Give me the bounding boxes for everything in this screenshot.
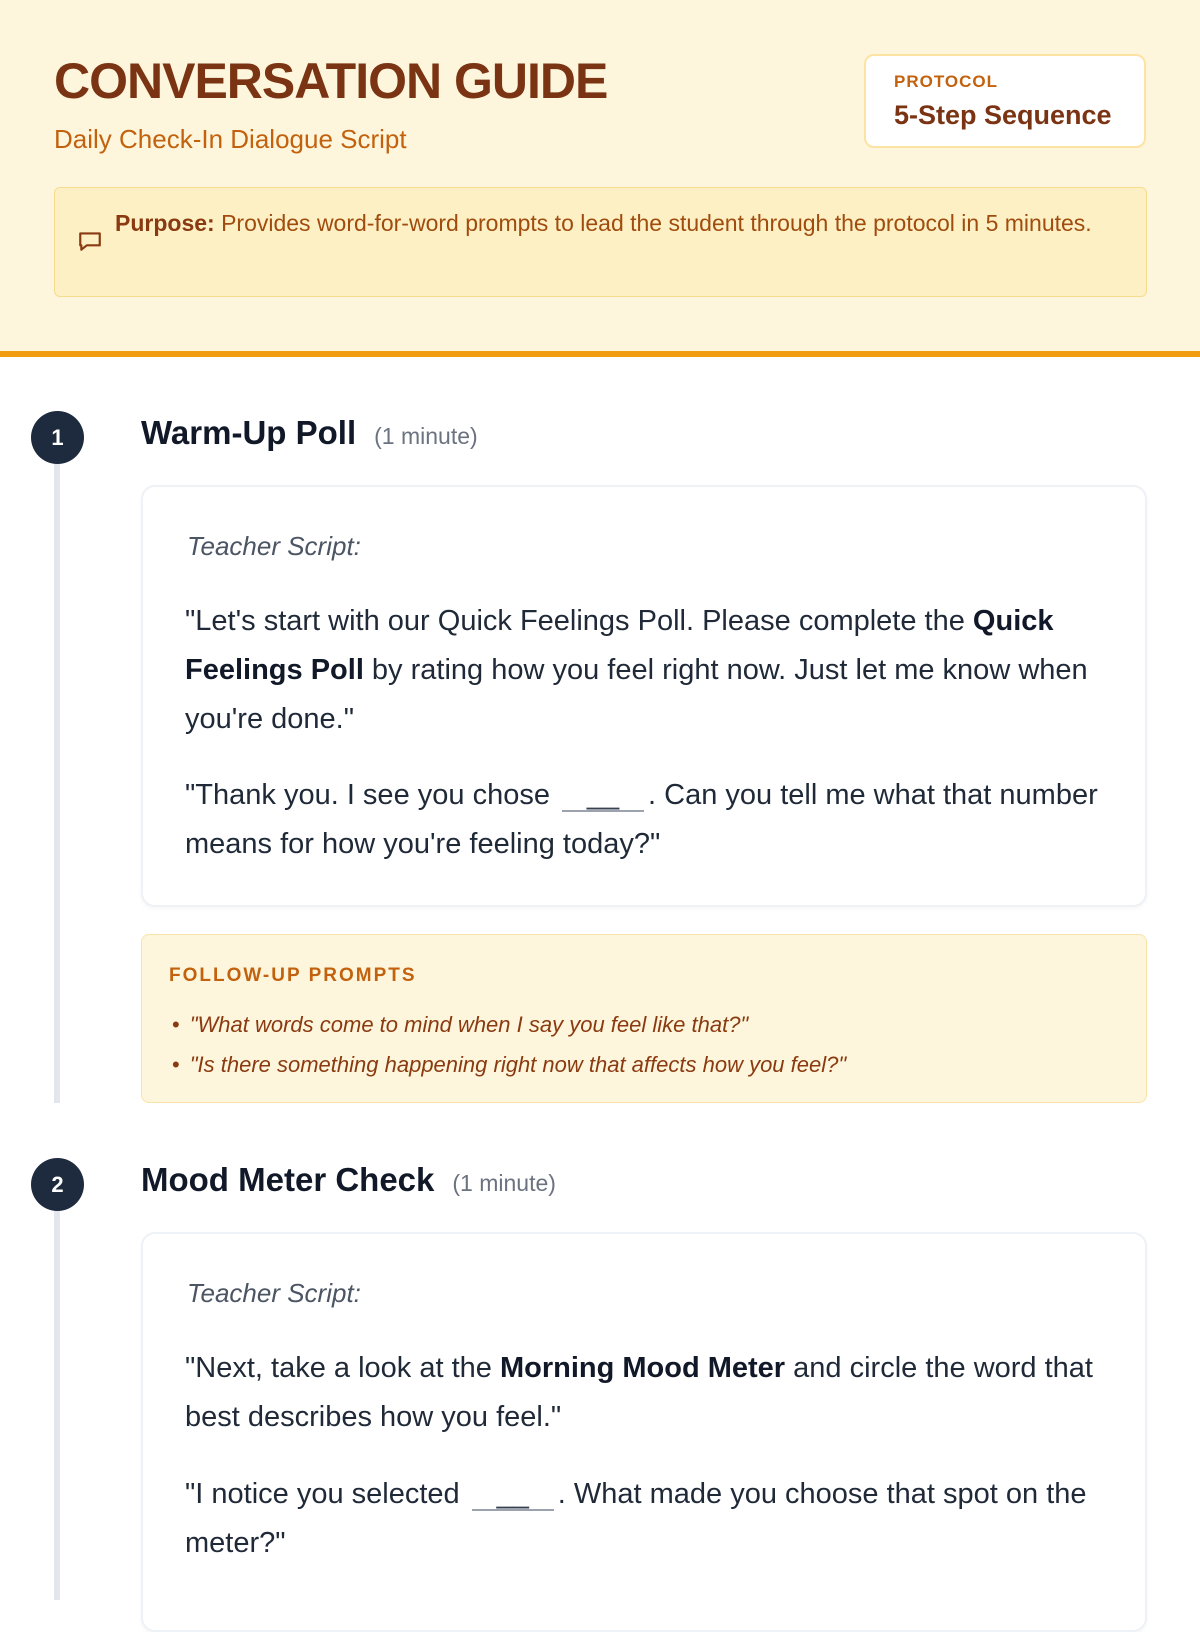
step-duration: (1 minute) (374, 423, 478, 449)
script-label: Teacher Script: (187, 531, 361, 561)
teacher-script-card (141, 485, 1147, 907)
page-subtitle: Daily Check-In Dialogue Script (54, 124, 407, 154)
script-text: "Thank you. I see you chose (185, 779, 559, 811)
protocol-label: PROTOCOL (894, 72, 999, 91)
script-text: by rating how you feel right now. Just let me know when you're done." (185, 654, 1088, 735)
step-title (141, 1161, 556, 1199)
script-text: "Next, take a look at the (185, 1352, 500, 1384)
follow-up-label: FOLLOW-UP PROMPTS (169, 965, 417, 986)
protocol-badge (864, 54, 1146, 148)
step-duration: (1 minute) (452, 1170, 556, 1196)
purpose-text (115, 206, 1125, 240)
timeline-line-step-1 (54, 437, 60, 1103)
purpose-label: Purpose: (115, 210, 215, 236)
script-text: "I notice you selected (185, 1478, 468, 1510)
follow-up-item: • "Is there something happening right now that affects how you feel?" (172, 1045, 846, 1085)
script-text: . Can you tell me what that number means for how you're feeling today?" (185, 779, 1098, 860)
script-label: Teacher Script: (187, 1278, 361, 1308)
protocol-value: 5-Step Sequence (894, 100, 1112, 130)
script-paragraph (185, 771, 1115, 869)
fill-in-blank: __ (472, 1479, 554, 1511)
purpose-description: Provides word-for-word prompts to lead the student through the protocol in 5 minutes. (214, 210, 1092, 236)
page-title: CONVERSATION GUIDE (54, 53, 608, 109)
follow-up-list (172, 1005, 846, 1085)
script-text: "Let's start with our Quick Feelings Poll. Please complete the (185, 605, 973, 637)
fill-in-blank: __ (562, 780, 644, 812)
timeline-line-step-2 (54, 1184, 60, 1600)
script-text: . What made you choose that spot on the meter?" (185, 1478, 1087, 1559)
teacher-script-card (141, 1232, 1147, 1632)
step-title-text: Mood Meter Check (141, 1161, 435, 1198)
follow-up-prompts-box (141, 934, 1147, 1103)
script-emphasis: Morning Mood Meter (499, 1352, 786, 1384)
script-paragraph (185, 597, 1115, 744)
follow-up-item: • "What words come to mind when I say you feel like that?" (172, 1005, 846, 1045)
step-number-badge: 1 (31, 411, 84, 464)
purpose-callout (54, 187, 1147, 297)
script-text: and circle the word that best describes how you feel." (185, 1352, 1093, 1433)
script-paragraph (185, 1344, 1115, 1442)
guide-header (0, 0, 1200, 357)
step-title (141, 414, 478, 452)
script-emphasis: Quick Feelings Poll (185, 605, 1054, 686)
chat-bubble-icon (77, 228, 103, 254)
script-paragraph (185, 1470, 1115, 1568)
step-title-text: Warm-Up Poll (141, 414, 357, 451)
step-number-badge: 2 (31, 1158, 84, 1211)
